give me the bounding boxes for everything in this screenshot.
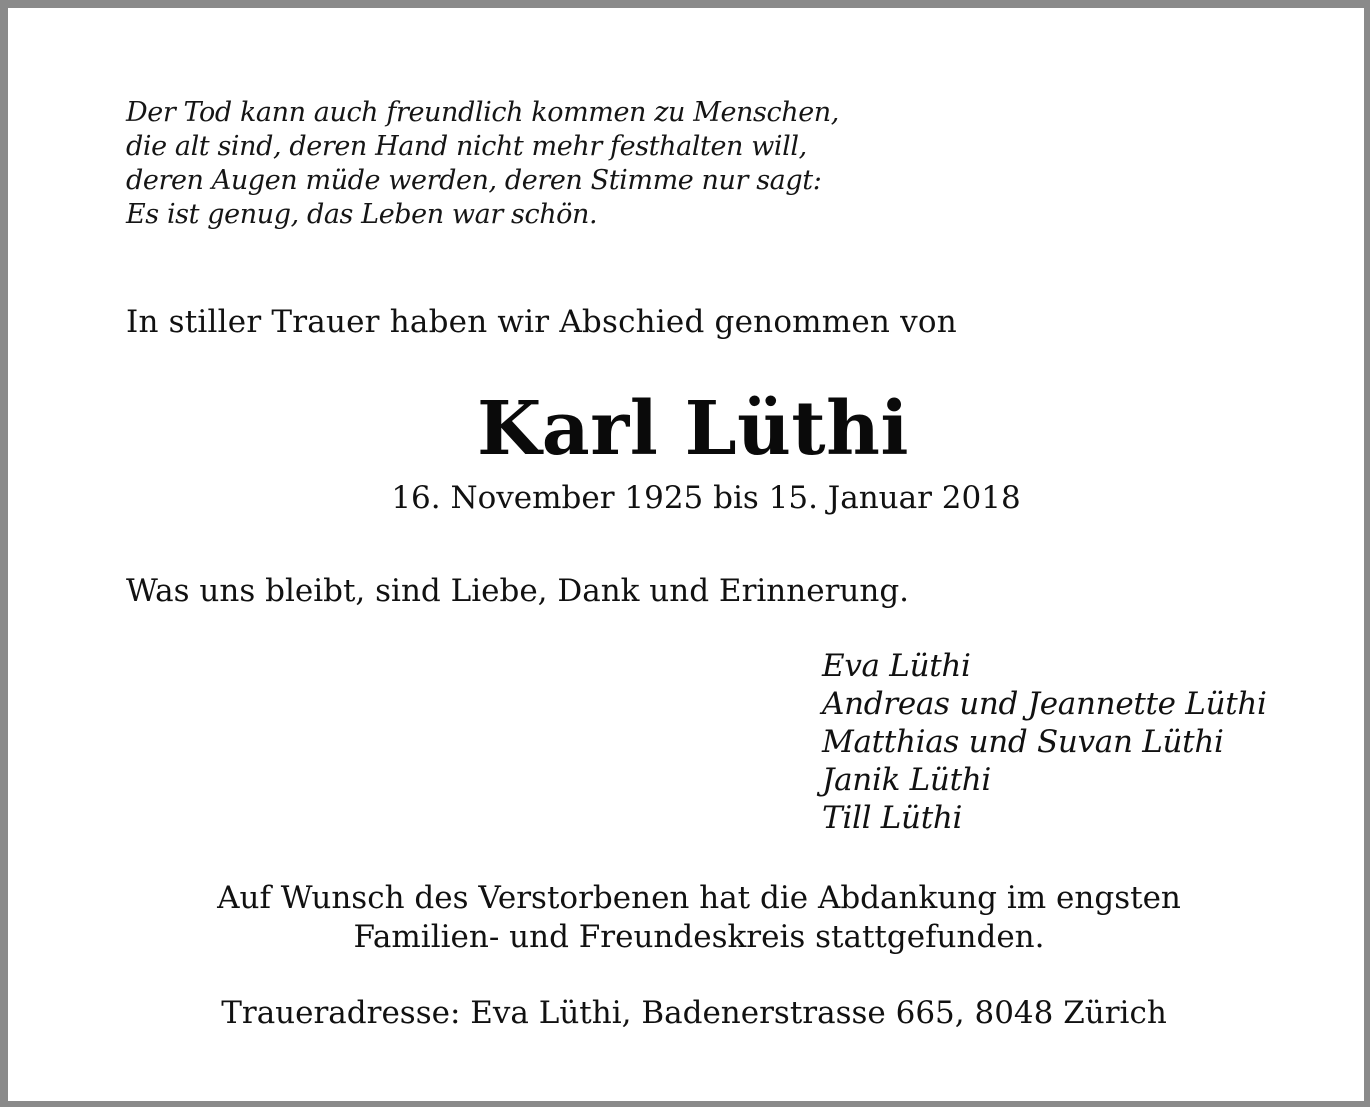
funeral-notice [8, 879, 1370, 957]
mourner-name: Till Lüthi [822, 800, 963, 836]
intro-text: In stiller Trauer haben wir Abschied genommen von [126, 304, 957, 340]
mourner-name: Eva Lüthi [822, 648, 971, 684]
poem [126, 96, 839, 232]
mourner-name: Andreas und Jeannette Lüthi [822, 686, 1267, 722]
mourning-address: Traueradresse: Eva Lüthi, Badenerstrasse 665, 8048 Zürich [221, 995, 1167, 1031]
poem-line: deren Augen müde werden, deren Stimme nur sagt: [126, 165, 822, 196]
poem-line: Es ist genug, das Leben war schön. [126, 199, 598, 230]
life-dates: 16. November 1925 bis 15. Januar 2018 [391, 480, 1021, 516]
mourner-name: Matthias und Suvan Lüthi [822, 724, 1224, 760]
deceased-name: Karl Lüthi [476, 386, 910, 472]
memorial-quote: Was uns bleibt, sind Liebe, Dank und Erinnerung. [126, 573, 910, 609]
notice-line: Familien- und Freundeskreis stattgefunden. [353, 919, 1045, 955]
mourner-name: Janik Lüthi [822, 762, 992, 798]
poem-line: die alt sind, deren Hand nicht mehr festhalten will, [126, 131, 807, 162]
poem-line: Der Tod kann auch freundlich kommen zu Menschen, [126, 97, 839, 128]
notice-line: Auf Wunsch des Verstorbenen hat die Abdankung im engsten [217, 880, 1181, 916]
mourners-list [822, 647, 1267, 837]
